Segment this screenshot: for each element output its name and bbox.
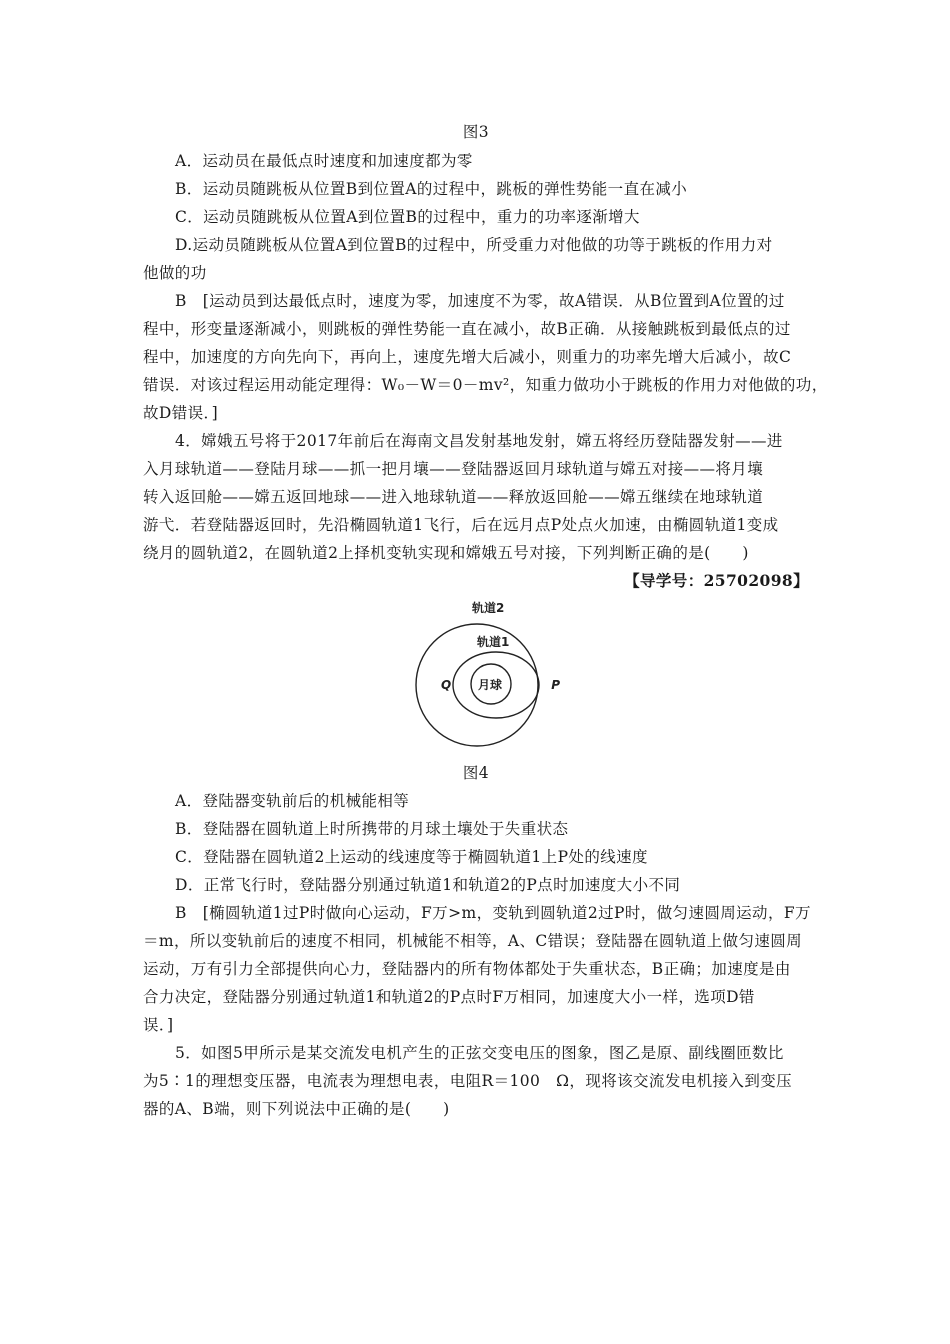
q4-answer-line: 运动，万有引力全部提供向心力，登陆器内的所有物体都处于失重状态，B正确；加速度是由 (143, 960, 791, 978)
point-p-label: P (551, 678, 560, 692)
q4-stem-line: 4．嫦娥五号将于2017年前后在海南文昌发射基地发射，嫦五将经历登陆器发射——进 (175, 432, 783, 450)
q4-option-c: C．登陆器在圆轨道2上运动的线速度等于椭圆轨道1上P处的线速度 (175, 848, 648, 866)
q4-stem-line: 转入返回舱——嫦五返回地球——进入地球轨道——释放返回舱——嫦五继续在地球轨道 (143, 488, 764, 506)
q4-option-b: B．登陆器在圆轨道上时所携带的月球土壤处于失重状态 (175, 820, 569, 838)
q3-option-b: B．运动员随跳板从位置B到位置A的过程中，跳板的弹性势能一直在减小 (175, 180, 688, 198)
orbit-diagram (400, 595, 560, 755)
q3-answer-line: B [运动员到达最低点时，速度为零，加速度不为零，故A错误．从B位置到A位置的过 (175, 292, 785, 310)
q3-option-c: C．运动员随跳板从位置A到位置B的过程中，重力的功率逐渐增大 (175, 208, 640, 226)
q3-answer-line: 程中，形变量逐渐减小，则跳板的弹性势能一直在减小，故B正确．从接触跳板到最低点的过 (143, 320, 791, 338)
q3-option-a: A．运动员在最低点时速度和加速度都为零 (175, 152, 473, 170)
point-q-label: Q (441, 678, 452, 692)
q4-stem-line: 绕月的圆轨道2，在圆轨道2上择机变轨实现和嫦娥五号对接，下列判断正确的是( ) (143, 544, 749, 562)
q4-answer-line: B [椭圆轨道1过P时做向心运动，F万>m，变轨到圆轨道2过P时，做匀速圆周运动，F万 (175, 904, 811, 922)
orbit-2-label: 轨道2 (472, 601, 505, 615)
q3-option-d-cont: 他做的功 (143, 264, 207, 282)
q4-option-a: A．登陆器变轨前后的机械能相等 (175, 792, 410, 810)
q5-stem-line: 器的A、B端，则下列说法中正确的是( ) (143, 1100, 450, 1118)
q4-stem-line: 游弋．若登陆器返回时，先沿椭圆轨道1飞行，后在远月点P处点火加速，由椭圆轨道1变成 (143, 516, 779, 534)
q4-answer-line: 误．] (143, 1016, 174, 1034)
q4-answer-line: 合力决定，登陆器分别通过轨道1和轨道2的P点时F万相同，加速度大小一样，选项D错 (143, 988, 755, 1006)
figure-3-caption: 图3 (462, 123, 490, 141)
orbit-1-label: 轨道1 (477, 635, 510, 649)
q5-stem-line: 5．如图5甲所示是某交流发电机产生的正弦交变电压的图象，图乙是原、副线圈匝数比 (175, 1044, 784, 1062)
q4-reference-number: 【导学号：25702098】 (624, 571, 809, 590)
q5-stem-line: 为5∶1的理想变压器，电流表为理想电表，电阻R＝100 Ω，现将该交流发电机接入到变压 (143, 1072, 793, 1090)
figure-4-caption: 图4 (462, 764, 490, 782)
q4-option-d: D．正常飞行时，登陆器分别通过轨道1和轨道2的P点时加速度大小不同 (175, 876, 681, 894)
q3-answer-line: 错误．对该过程运用动能定理得：W₀－W＝0－mv²，知重力做功小于跳板的作用力对他做的功， (143, 376, 828, 394)
q3-option-d: D.运动员随跳板从位置A到位置B的过程中，所受重力对他做的功等于跳板的作用力对 (175, 236, 773, 254)
q3-answer-line: 程中，加速度的方向先向下，再向上，速度先增大后减小，则重力的功率先增大后减小，故C (143, 348, 792, 366)
q4-stem-line: 入月球轨道——登陆月球——抓一把月壤——登陆器返回月球轨道与嫦五对接——将月壤 (143, 460, 764, 478)
q4-answer-line: ＝m，所以变轨前后的速度不相同，机械能不相等，A、C错误；登陆器在圆轨道上做匀速圆周 (143, 932, 803, 950)
moon-label: 月球 (478, 678, 503, 692)
q3-answer-line: 故D错误．] (143, 404, 219, 422)
